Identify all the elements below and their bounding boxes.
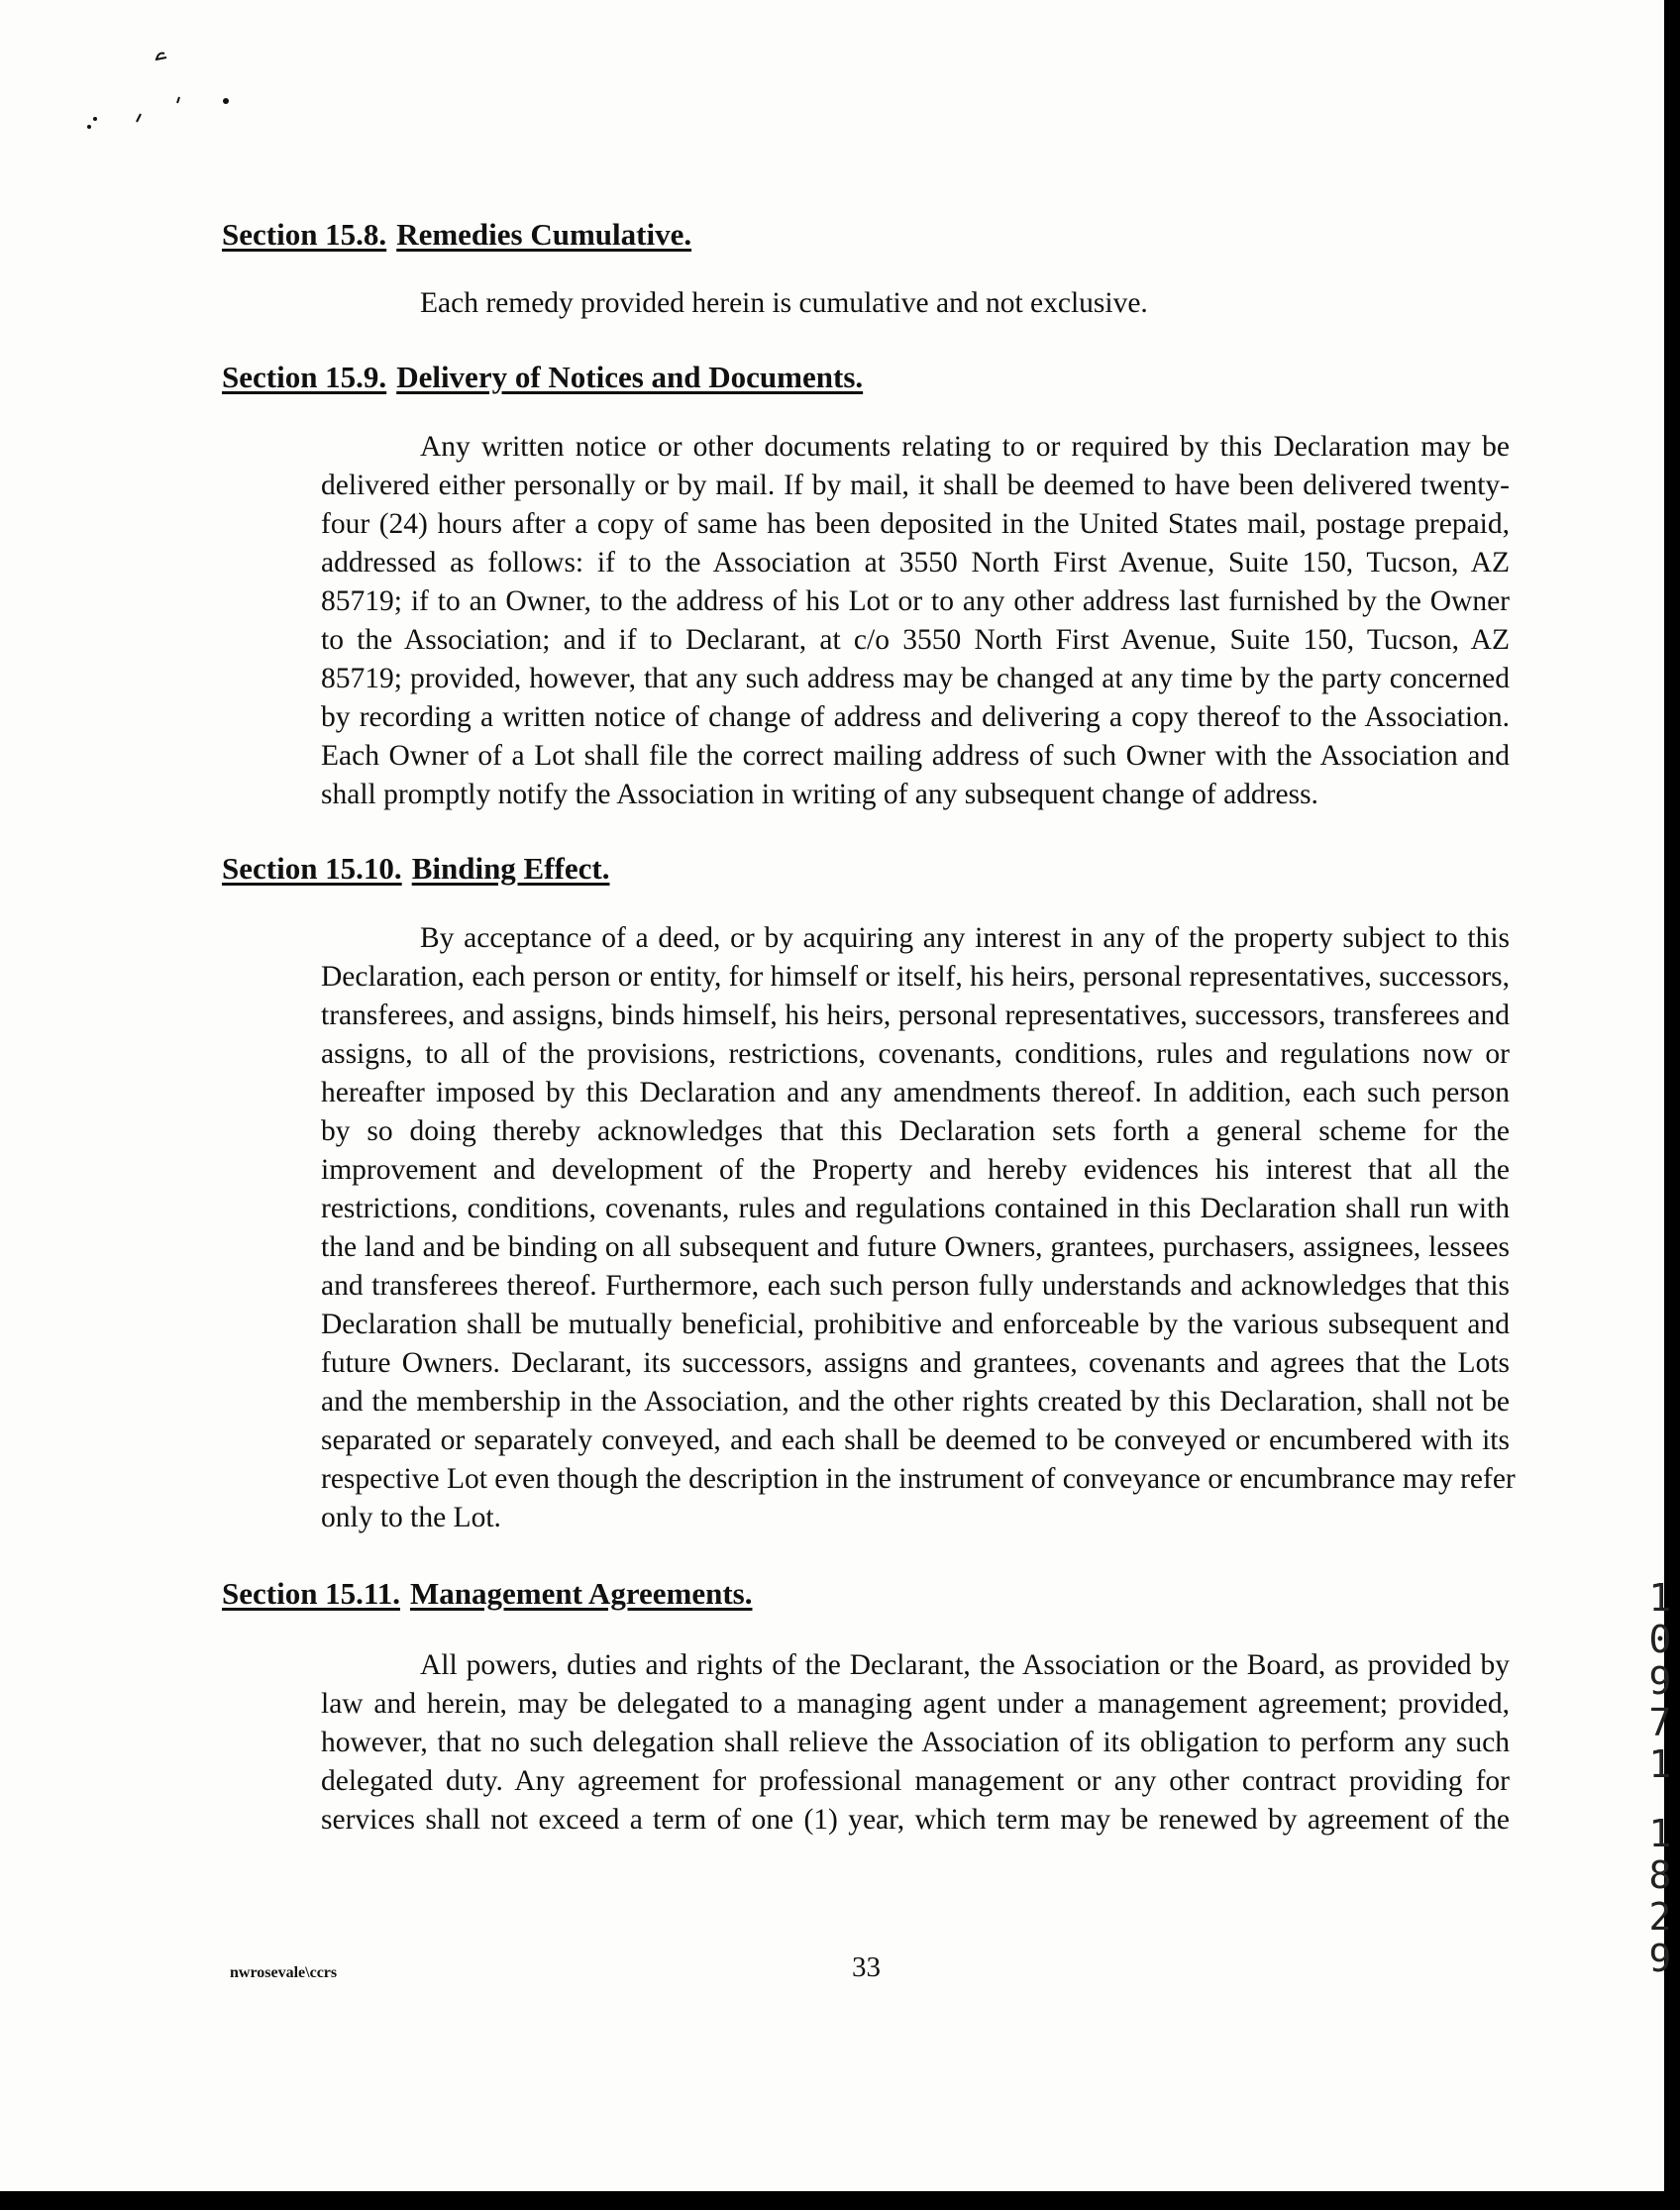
text-line: four (24) hours after a copy of same has been deposited in the United States mail, postage prepaid,	[321, 508, 1510, 540]
text-line: Each remedy provided herein is cumulative and not exclusive.	[420, 287, 1148, 319]
section-number: Section 15.8.	[222, 217, 387, 252]
section-title: Delivery of Notices and Documents.	[396, 360, 864, 394]
file-reference: nwrosevale\ccrs	[230, 1964, 338, 1981]
section-15-8-paragraph	[222, 284, 1510, 323]
scan-speck-marks	[79, 40, 258, 139]
section-number: Section 15.10.	[222, 851, 402, 886]
text-line: addressed as follows: if to the Association at 3550 North First Avenue, Suite 150, Tucson, AZ	[321, 547, 1510, 579]
text-line: restrictions, conditions, covenants, rules and regulations contained in this Declaration shall run with	[321, 1193, 1510, 1224]
text-line: law and herein, may be delegated to a managing agent under a management agreement; provided,	[321, 1688, 1510, 1720]
text-line: future Owners. Declarant, its successors, assigns and grantees, covenants and agrees that the Lots	[321, 1347, 1510, 1379]
section-title: Management Agreements.	[409, 1576, 753, 1611]
section-15-11-paragraph	[222, 1646, 1510, 1840]
text-line: however, that no such delegation shall relieve the Association of its obligation to perform any such	[321, 1727, 1510, 1758]
section-title: Remedies Cumulative.	[396, 217, 692, 252]
text-line: assigns, to all of the provisions, restrictions, covenants, conditions, rules and regulations now or	[321, 1038, 1510, 1070]
stamp-digit: 1	[1648, 1742, 1672, 1786]
section-title: Binding Effect.	[411, 851, 610, 886]
stamp-digit: 1	[1648, 1576, 1672, 1620]
text-line: the land and be binding on all subsequent and future Owners, grantees, purchasers, assignees, lessees	[321, 1231, 1510, 1263]
text-line: by recording a written notice of change of address and delivering a copy thereof to the Association.	[321, 701, 1510, 733]
stamp-digit: 2	[1648, 1895, 1672, 1939]
text-line: Any written notice or other documents relating to or required by this Declaration may be	[420, 431, 1510, 463]
text-line: hereafter imposed by this Declaration and any amendments thereof. In addition, each such person	[321, 1077, 1510, 1108]
text-line: 85719; if to an Owner, to the address of his Lot or to any other address last furnished by the Owner	[321, 585, 1510, 617]
section-number: Section 15.9.	[222, 360, 387, 394]
text-line: Each Owner of a Lot shall file the correct mailing address of such Owner with the Association and	[321, 740, 1510, 772]
text-line: separated or separately conveyed, and each shall be deemed to be conveyed or encumbered with its	[321, 1424, 1510, 1456]
text-line: and the membership in the Association, and the other rights created by this Declaration, shall not be	[321, 1386, 1510, 1418]
text-line: to the Association; and if to Declarant, at c/o 3550 North First Avenue, Suite 150, Tucson, AZ	[321, 624, 1510, 656]
text-line: improvement and development of the Property and hereby evidences his interest that all the	[321, 1154, 1510, 1186]
text-line: Declaration, each person or entity, for himself or itself, his heirs, personal representatives, successors,	[321, 961, 1510, 993]
text-line: and transferees thereof. Furthermore, each such person fully understands and acknowledges that this	[321, 1270, 1510, 1302]
stamp-digit: 9	[1648, 1937, 1672, 1980]
recording-stamp	[1646, 1577, 1674, 1979]
text-line: respective Lot even though the description in the instrument of conveyance or encumbrance may refer	[321, 1463, 1516, 1495]
text-line: All powers, duties and rights of the Declarant, the Association or the Board, as provided by	[420, 1649, 1510, 1681]
text-line: By acceptance of a deed, or by acquiring any interest in any of the property subject to this	[420, 922, 1510, 954]
stamp-digit: 1	[1648, 1812, 1672, 1855]
section-heading-15-10	[222, 849, 1510, 889]
text-line: Declaration shall be mutually beneficial, prohibitive and enforceable by the various subsequent and	[321, 1309, 1510, 1340]
section-number: Section 15.11.	[222, 1576, 400, 1611]
page-number: 33	[852, 1951, 881, 1983]
text-line: shall promptly notify the Association in writing of any subsequent change of address.	[321, 779, 1318, 810]
text-line: transferees, and assigns, binds himself, his heirs, personal representatives, successors, transferees and	[321, 1000, 1510, 1031]
text-line: delegated duty. Any agreement for professional management or any other contract providing for	[321, 1765, 1510, 1797]
text-line: by so doing thereby acknowledges that this Declaration sets forth a general scheme for the	[321, 1115, 1510, 1147]
section-15-10-paragraph	[222, 919, 1516, 1537]
document-body	[222, 203, 1516, 1840]
section-heading-15-11	[222, 1574, 1510, 1614]
stamp-digit: 9	[1648, 1659, 1672, 1703]
section-15-9-paragraph	[222, 428, 1510, 814]
text-line: only to the Lot.	[321, 1502, 501, 1533]
section-heading-15-9	[222, 358, 1510, 397]
text-line: services shall not exceed a term of one (1) year, which term may be renewed by agreement of the	[321, 1804, 1510, 1836]
stamp-digit: 0	[1648, 1618, 1672, 1661]
text-line: delivered either personally or by mail. If by mail, it shall be deemed to have been delivered twenty-	[321, 470, 1510, 501]
stamp-digit: 7	[1648, 1701, 1672, 1744]
text-line: 85719; provided, however, that any such address may be changed at any time by the party concerned	[321, 663, 1510, 694]
stamp-digit: 8	[1648, 1853, 1672, 1897]
section-heading-15-8	[222, 215, 1510, 255]
